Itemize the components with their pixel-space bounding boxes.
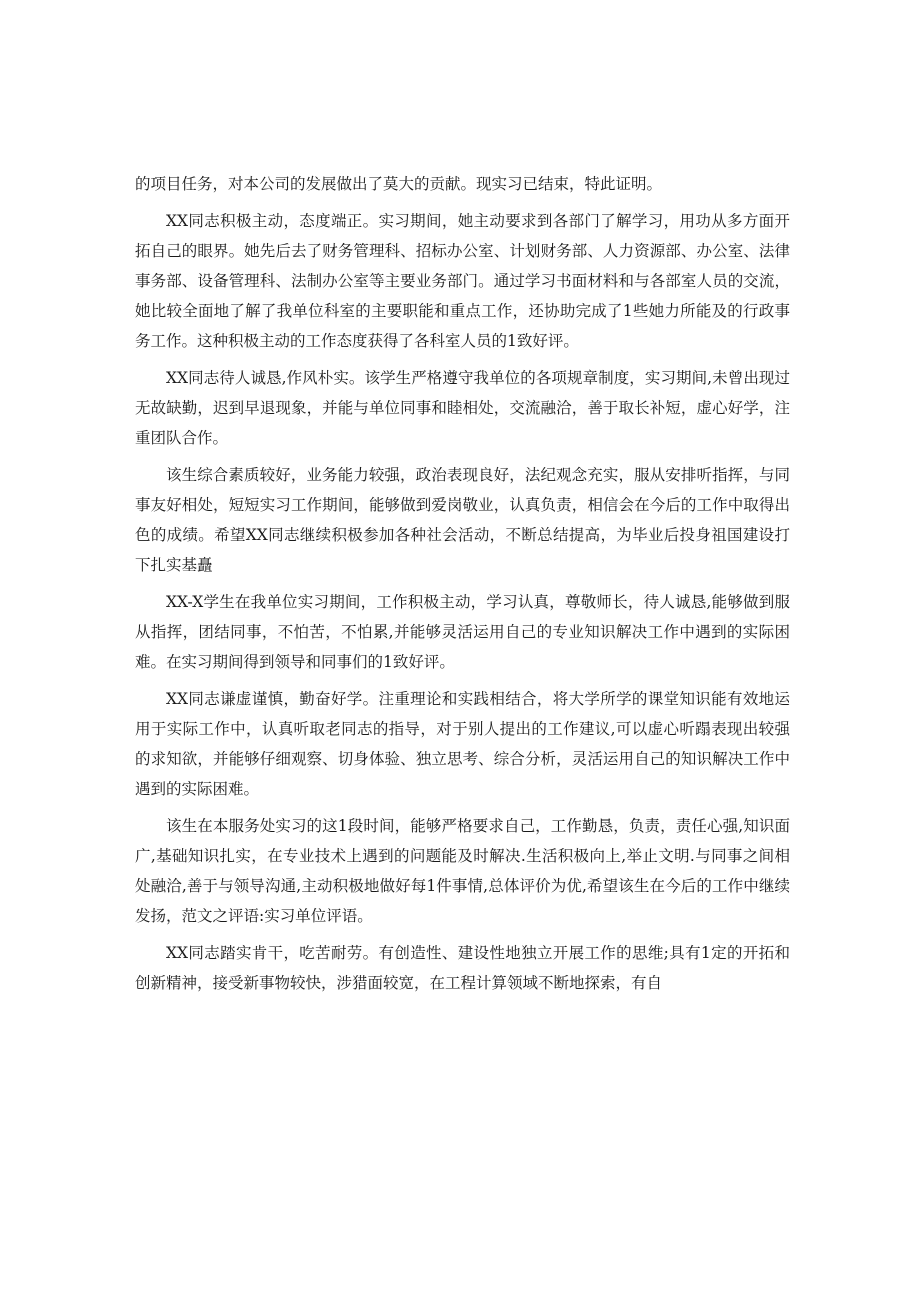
paragraph-proactive-attitude: XX同志积极主动，态度端正。实习期间，她主动要求到各部门了解学习，用功从多方面开拓自己的眼界。她先后去了财务管理科、招标办公室、计划财务部、人力资源部、办公室、法律事务部、设备管理科、法制办公室等主要业务部门。通过学习书面材料和与各部室人员的交流，她比较全面地了解了我单位科室的主要职能和重点工作，还协助完成了1些她力所能及的行政事务工作。这种积极主动的工作态度获得了各科室人员的1致好评。 (135, 212, 790, 350)
paragraph-hardworking: XX同志踏实肯干，吃苦耐劳。有创造性、建设性地独立开展工作的思维;具有1定的开拓和创新精神，接受新事物较快，涉猎面较宽，在工程计算领域不断地探索，有自 (135, 944, 790, 992)
paragraph-sincere-character: XX同志待人诚恳,作风朴实。该学生严格遵守我单位的各项规章制度，实习期间,未曾出现过无故缺勤，迟到早退现象，并能与单位同事和睦相处，交流融洽，善于取长补短，虚心好学，注重团队合作。 (135, 369, 790, 447)
paragraph-continuation: 的项目任务，对本公司的发展做出了莫大的贡献。现实习已结束，特此证明。 (135, 175, 663, 193)
paragraph-modest-diligent: XX同志谦虚谨慎，勤奋好学。注重理论和实践相结合，将大学所学的课堂知识能有效地运用于实际工作中，认真听取老同志的指导，对于别人提出的工作建议,可以虚心听蹋表现出较强的求知欲，并能够仔细观察、切身体验、独立思考、综合分析，灵活运用自己的知识解决工作中遇到的实际困难。 (135, 690, 790, 798)
paragraph-service-office: 该生在本服务处实习的这1段时间，能够严格要求自己，工作勤恳，负责，责任心强,知识面广,基础知识扎实，在专业技术上遇到的问题能及时解决.生活积极向上,举止文明.与同事之间相处融洽,善于与领导沟通,主动积极地做好每1件事情,总体评价为优,希望该生在今后的工作中继续发扬，范文之评语:实习单位评语。 (135, 817, 790, 925)
paragraph-overall-quality: 该生综合素质较好，业务能力较强，政治表现良好，法纪观念充实，服从安排听指挥，与同事友好相处，短短实习工作期间，能够做到爱岗敬业，认真负责，相信会在今后的工作中取得出色的成绩。希望XX同志继续积极参加各种社会活动，不断总结提高，为毕业后投身祖国建设打下扎实基矗 (135, 466, 790, 574)
paragraph-student-internship: XX-X学生在我单位实习期间，工作积极主动，学习认真，尊敬师长，待人诚恳,能够做到服从指挥，团结同事，不怕苦，不怕累,并能够灵活运用自己的专业知识解决工作中遇到的实际困难。在实习期间得到领导和同事们的1致好评。 (135, 593, 790, 671)
document-body (135, 169, 790, 1005)
